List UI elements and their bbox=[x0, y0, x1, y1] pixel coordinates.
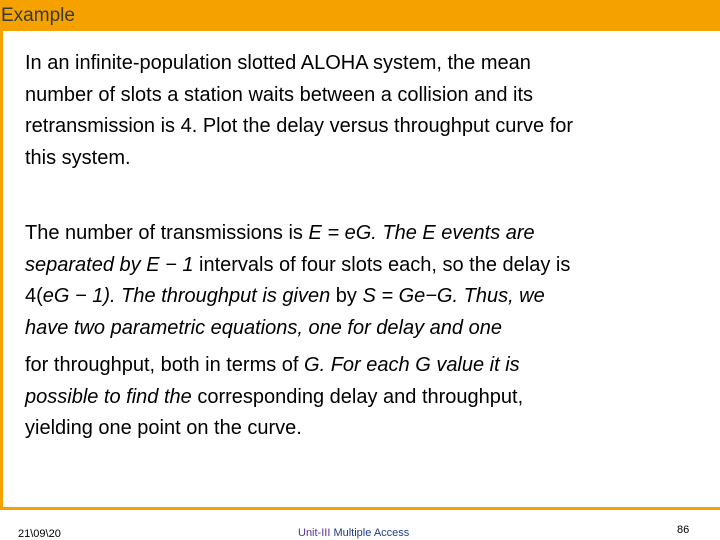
question-line: number of slots a station waits between a collision and its bbox=[25, 83, 534, 106]
answer-text-run: separated by E − 1 bbox=[25, 253, 200, 276]
footer-title bbox=[298, 527, 409, 539]
footer-accent-rule bbox=[0, 507, 720, 510]
answer-math-run: S = Ge−G. Thus, we bbox=[362, 285, 545, 307]
answer-line-2 bbox=[25, 250, 705, 282]
question-text bbox=[25, 48, 705, 174]
footer-topic: Multiple Access bbox=[330, 527, 410, 539]
answer-line-3 bbox=[25, 281, 705, 313]
answer-paragraph bbox=[25, 350, 705, 445]
answer-line-5 bbox=[25, 350, 705, 382]
question-line: this system. bbox=[25, 146, 131, 169]
answer-text-run: have two parametric equations, one for delay and one bbox=[25, 316, 502, 339]
answer-text-run: G − 1). The throughput is given bbox=[53, 285, 336, 307]
left-accent-rule bbox=[0, 31, 3, 507]
answer-text-run: intervals of four slots each, so the delay is bbox=[199, 253, 571, 276]
answer-math-run: E = e bbox=[308, 222, 356, 244]
answer-text-run: 4( bbox=[25, 285, 43, 307]
answer-paragraph bbox=[25, 218, 705, 344]
answer-line-6 bbox=[25, 382, 705, 414]
answer-line-7 bbox=[25, 413, 705, 445]
title-bar bbox=[0, 0, 720, 31]
footer-unit: Unit-III bbox=[298, 527, 331, 539]
answer-math-run: e bbox=[42, 285, 54, 307]
answer-text-run: corresponding delay and throughput, bbox=[197, 385, 524, 408]
answer-line-4 bbox=[25, 313, 705, 345]
question-line: retransmission is 4. Plot the delay versus throughput curve for bbox=[25, 115, 574, 137]
answer-text-run: for throughput, both in terms of bbox=[25, 354, 305, 376]
answer-text-run: yielding one point on the curve. bbox=[25, 417, 302, 439]
answer-text-run: G. For each G value it is bbox=[304, 354, 520, 376]
question-line: In an infinite-population slotted ALOHA system, the mean bbox=[25, 52, 531, 74]
answer-text-run: by bbox=[335, 285, 363, 307]
answer-text-run: possible to find the bbox=[25, 385, 198, 408]
page-number: 86 bbox=[677, 524, 690, 536]
answer-text-run: G. The E events are bbox=[355, 222, 535, 244]
slide-title: Example bbox=[1, 5, 75, 26]
footer-date: 21\09\20 bbox=[18, 528, 61, 540]
answer-line-1 bbox=[25, 218, 705, 250]
answer-text-run: The number of transmissions is bbox=[25, 222, 309, 244]
